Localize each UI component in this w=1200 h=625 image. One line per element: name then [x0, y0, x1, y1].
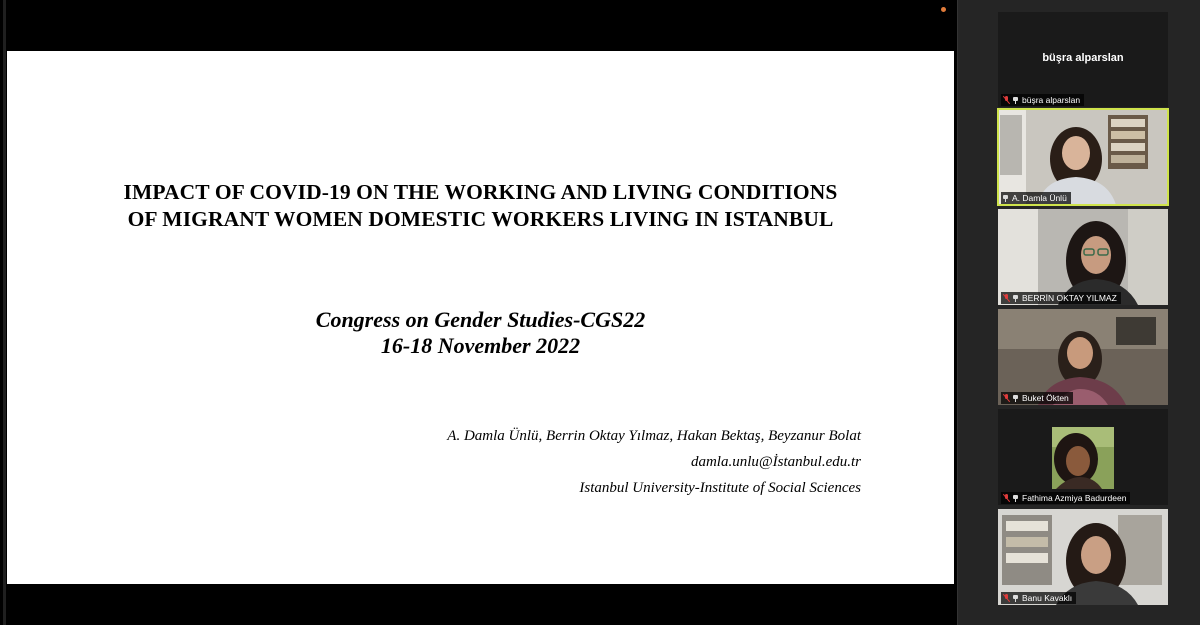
participant-name: Banu Kavaklı — [1022, 593, 1073, 603]
pin-icon — [1013, 595, 1018, 602]
participant-label — [1001, 592, 1076, 604]
sidebar-divider — [957, 0, 958, 625]
authors-line: A. Damla Ünlü, Berrin Oktay Yılmaz, Hakan Bektaş, Beyzanur Bolat — [447, 428, 861, 444]
muted-mic-icon — [1003, 594, 1010, 602]
slide-title-line-2: OF MIGRANT WOMEN DOMESTIC WORKERS LIVING IN ISTANBUL — [127, 207, 834, 231]
congress-name: Congress on Gender Studies-CGS22 — [315, 307, 646, 332]
participant-label — [1001, 94, 1084, 106]
participant-name: Buket Ökten — [1022, 393, 1069, 403]
participant-label — [1001, 292, 1121, 304]
recording-indicator-icon — [941, 7, 946, 12]
speaker-name-card[interactable] — [998, 12, 1168, 107]
participant-name: Fathima Azmiya Badurdeen — [1022, 493, 1127, 503]
speaker-name-text: büşra alparslan — [1042, 52, 1124, 64]
muted-mic-icon — [1003, 394, 1010, 402]
pin-icon — [1013, 395, 1018, 402]
presentation-slide — [7, 51, 954, 584]
congress-dates: 16-18 November 2022 — [380, 333, 581, 358]
pin-icon — [1013, 97, 1018, 104]
participant-name: büşra alparslan — [1022, 95, 1081, 105]
participant-video — [998, 509, 1168, 605]
author-email: damla.unlu@İstanbul.edu.tr — [690, 454, 861, 470]
muted-mic-icon — [1003, 96, 1010, 104]
pin-icon — [1013, 295, 1018, 302]
participant-video — [998, 209, 1168, 305]
slide-title-line-1: IMPACT OF COVID-19 ON THE WORKING AND LIVING CONDITIONS — [123, 180, 838, 204]
participant-video — [998, 109, 1168, 205]
author-block — [447, 423, 861, 501]
participant-tile-buket[interactable] — [998, 309, 1168, 405]
participant-video — [998, 309, 1168, 405]
participant-tile-berrin[interactable] — [998, 209, 1168, 305]
author-affiliation: Istanbul University-Institute of Social Sciences — [579, 480, 861, 496]
participant-label — [1001, 192, 1071, 204]
participant-name: BERRİN OKTAY YILMAZ — [1022, 293, 1117, 303]
participant-label — [1001, 492, 1130, 504]
screen-edge — [3, 0, 6, 625]
slide-title — [7, 179, 954, 233]
pin-icon — [1003, 195, 1008, 202]
pin-icon — [1013, 495, 1018, 502]
muted-mic-icon — [1003, 494, 1010, 502]
participant-label — [1001, 392, 1073, 404]
participant-tile-damla[interactable] — [998, 109, 1168, 205]
participant-video — [998, 409, 1168, 505]
participant-tile-banu[interactable] — [998, 509, 1168, 605]
muted-mic-icon — [1003, 294, 1010, 302]
participant-name: A. Damla Ünlü — [1012, 193, 1067, 203]
participant-tile-fathima[interactable] — [998, 409, 1168, 505]
congress-info — [7, 307, 954, 359]
